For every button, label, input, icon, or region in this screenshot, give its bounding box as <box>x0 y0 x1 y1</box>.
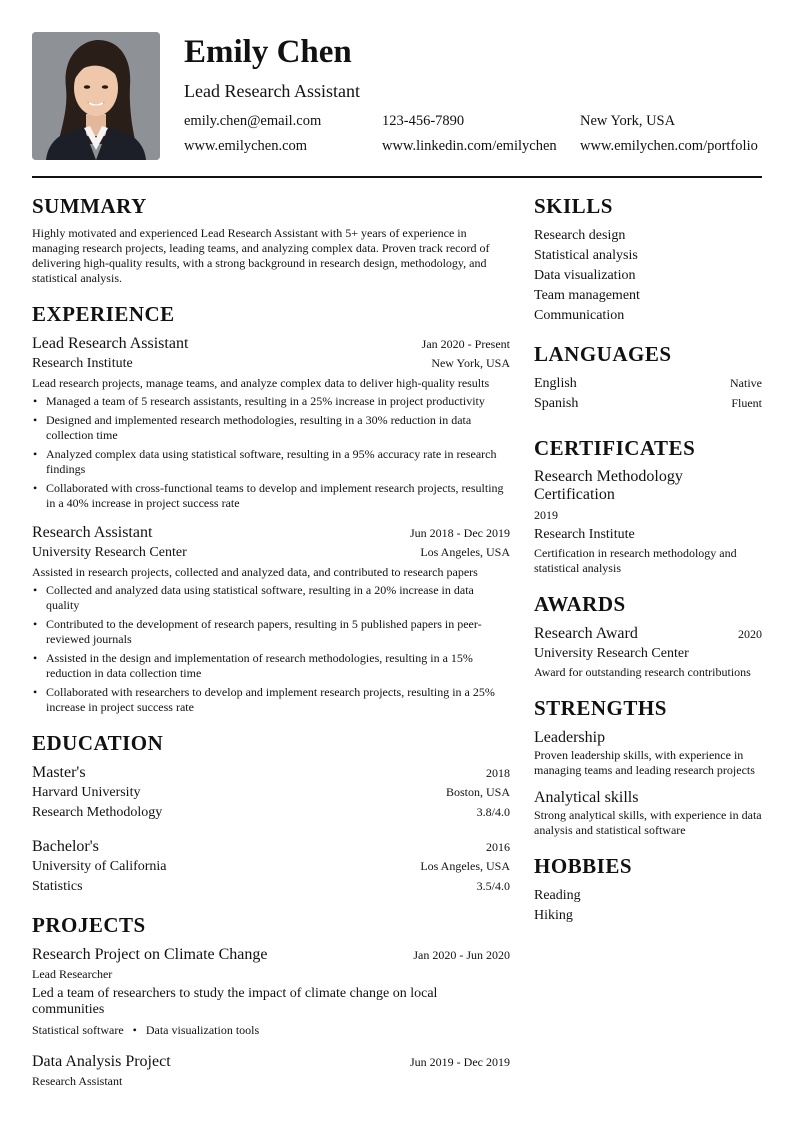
project-role: Lead Researcher <box>32 967 113 981</box>
job-bullet: • Designed and implemented research methodologies, resulting in a 30% reduction in data collection time <box>32 413 510 443</box>
job-bullet: • Analyzed complex data using statistical software, resulting in a 95% accuracy rate in research findings <box>32 447 510 477</box>
contact-grid <box>184 112 764 156</box>
experience-section <box>32 302 510 715</box>
job-company: University Research Center <box>32 545 187 560</box>
edu-field: Research Methodology <box>32 805 163 820</box>
education-heading: EDUCATION <box>32 731 164 755</box>
language-name: Spanish <box>534 396 579 411</box>
edu-location: Los Angeles, USA <box>420 859 510 873</box>
language-level: Fluent <box>731 396 762 410</box>
project-dates: Jun 2019 - Dec 2019 <box>410 1055 510 1069</box>
project-description: Led a team of researchers to study the impact of climate change on local communities <box>32 986 438 1017</box>
awards-section <box>534 592 762 680</box>
job-bullet: • Assisted in the design and implementation of research methodologies, resulting in a 15% reduction in data collection time <box>32 651 510 681</box>
header-info <box>184 32 764 156</box>
strengths-section <box>534 696 762 838</box>
language-level: Native <box>730 376 762 390</box>
job-company: Research Institute <box>32 356 133 371</box>
edu-field: Statistics <box>32 879 83 894</box>
contact-phone: 123-456-7890 <box>382 113 465 129</box>
certificates-heading: CERTIFICATES <box>534 436 696 460</box>
job-bullet: • Collected and analyzed data using statistical software, resulting in a 20% increase in data quality <box>32 583 510 613</box>
left-column <box>32 194 510 1103</box>
education-section <box>32 731 510 897</box>
contact-linkedin[interactable]: www.linkedin.com/emilychen <box>382 138 557 154</box>
edu-school: Harvard University <box>32 785 141 800</box>
strength-name: Leadership <box>534 729 606 746</box>
job-description: Lead research projects, manage teams, and analyze complex data to deliver high-quality results <box>32 376 490 390</box>
project-item <box>32 945 510 1038</box>
award-year: 2020 <box>738 627 762 641</box>
summary-text: Highly motivated and experienced Lead Research Assistant with 5+ years of experience in managing research projects, leading teams, and analyzing complex data. Proven track record of delivering high-quality results, with a strong background in research design, methodology, and statistical analysis. <box>32 226 490 285</box>
project-name: Research Project on Climate Change <box>32 946 268 963</box>
language-name: English <box>534 376 577 391</box>
certificates-section <box>534 436 762 576</box>
job-location: Los Angeles, USA <box>420 545 510 559</box>
skill-item: Data visualization <box>534 268 636 283</box>
job-dates: Jun 2018 - Dec 2019 <box>410 526 510 540</box>
contact-email[interactable]: emily.chen@email.com <box>184 113 322 129</box>
tool-separator: • <box>132 1023 137 1037</box>
skill-item: Statistical analysis <box>534 248 638 263</box>
strength-description: Strong analytical skills, with experience in data analysis and statistical software <box>534 808 762 837</box>
job-title: Lead Research Assistant <box>32 335 189 352</box>
skills-heading: SKILLS <box>534 194 613 218</box>
portrait-image <box>32 32 160 160</box>
right-column <box>534 194 762 926</box>
project-dates: Jan 2020 - Jun 2020 <box>413 948 510 962</box>
summary-section <box>32 194 510 286</box>
job-bullets <box>32 583 510 715</box>
skill-item: Communication <box>534 308 625 323</box>
job-bullet: • Managed a team of 5 research assistants, resulting in a 25% increase in project productivity <box>32 394 510 409</box>
job-bullet: • Contributed to the development of research papers, resulting in 5 published papers in peer-reviewed journals <box>32 617 510 647</box>
project-role: Research Assistant <box>32 1074 123 1088</box>
header-divider <box>32 176 762 178</box>
strengths-heading: STRENGTHS <box>534 696 667 720</box>
contact-portfolio[interactable]: www.emilychen.com/portfolio <box>580 138 758 154</box>
job-bullet: • Collaborated with cross-functional teams to develop and implement research projects, resulting in a 40% increase in project success rate <box>32 481 510 511</box>
edu-degree: Master's <box>32 764 86 781</box>
candidate-title: Lead Research Assistant <box>184 81 360 101</box>
education-item <box>32 837 510 897</box>
experience-item <box>32 334 510 511</box>
edu-school: University of California <box>32 859 167 874</box>
languages-section <box>534 342 762 414</box>
candidate-name: Emily Chen <box>184 34 352 70</box>
profile-photo <box>32 32 160 160</box>
project-tools <box>32 1023 510 1038</box>
awards-heading: AWARDS <box>534 592 626 616</box>
projects-heading: PROJECTS <box>32 913 146 937</box>
job-dates: Jan 2020 - Present <box>421 337 510 351</box>
hobbies-heading: HOBBIES <box>534 854 633 878</box>
certificate-issuer: Research Institute <box>534 527 635 542</box>
summary-heading: SUMMARY <box>32 194 147 218</box>
edu-year: 2016 <box>486 840 510 854</box>
project-tool: Data visualization tools <box>145 1023 260 1037</box>
project-name: Data Analysis Project <box>32 1053 171 1070</box>
edu-year: 2018 <box>486 766 510 780</box>
skill-item: Team management <box>534 288 640 303</box>
hobby-item: Reading <box>534 888 581 903</box>
experience-item <box>32 523 510 715</box>
hobbies-section <box>534 854 762 926</box>
certificate-name: Research Methodology Certification <box>534 468 683 503</box>
award-name: Research Award <box>534 625 638 642</box>
award-issuer: University Research Center <box>534 646 689 661</box>
award-description: Award for outstanding research contributions <box>534 665 751 679</box>
certificate-description: Certification in research methodology and statistical analysis <box>534 546 737 575</box>
contact-website[interactable]: www.emilychen.com <box>184 138 308 154</box>
job-location: New York, USA <box>431 356 510 370</box>
contact-location: New York, USA <box>580 113 676 129</box>
project-tool: Statistical software <box>32 1023 124 1037</box>
education-item <box>32 763 510 823</box>
skills-section <box>534 194 762 326</box>
experience-heading: EXPERIENCE <box>32 302 175 326</box>
languages-heading: LANGUAGES <box>534 342 672 366</box>
edu-degree: Bachelor's <box>32 838 99 855</box>
job-description: Assisted in research projects, collected and analyzed data, and contributed to research papers <box>32 565 478 579</box>
certificate-year: 2019 <box>534 508 558 522</box>
hobby-item: Hiking <box>534 908 573 923</box>
resume-page <box>32 32 762 1088</box>
job-bullet: • Collaborated with researchers to develop and implement research projects, resulting in a 25% increase in project success rate <box>32 685 510 715</box>
edu-gpa: 3.8/4.0 <box>476 805 510 819</box>
resume-header <box>32 32 762 160</box>
skill-item: Research design <box>534 228 626 243</box>
projects-section <box>32 913 510 1089</box>
edu-gpa: 3.5/4.0 <box>476 879 510 893</box>
job-title: Research Assistant <box>32 524 153 541</box>
edu-location: Boston, USA <box>445 785 510 799</box>
project-item <box>32 1052 510 1089</box>
job-bullets <box>32 394 510 511</box>
strength-name: Analytical skills <box>534 789 639 806</box>
strength-description: Proven leadership skills, with experience in managing teams and leading research projects <box>534 748 755 777</box>
